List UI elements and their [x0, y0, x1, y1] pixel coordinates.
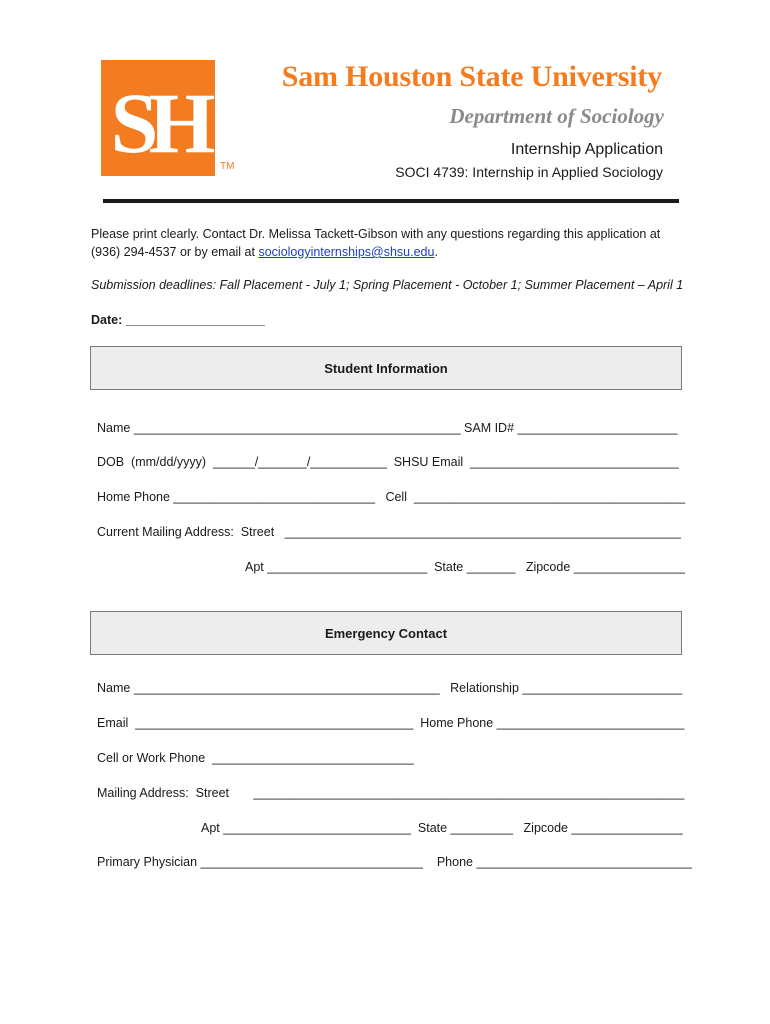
emergency-name-field[interactable]: Name ____________________________________________ Relationship _______________________ — [97, 681, 683, 695]
form-title: Internship Application — [510, 141, 663, 158]
date-field[interactable]: Date: ____________________ — [91, 313, 265, 327]
submission-deadlines: Submission deadlines: Fall Placement - July 1; Spring Placement - October 1; Summer Placement – April 1 — [91, 278, 684, 292]
university-name: Sam Houston State University — [281, 60, 662, 93]
department-name: Department of Sociology — [449, 104, 664, 128]
student-phone-field[interactable]: Home Phone _____________________________ Cell _______________________________________ — [97, 490, 686, 504]
contact-email-link[interactable]: sociologyinternships@shsu.edu — [258, 245, 435, 259]
section-title: Emergency Contact — [324, 625, 448, 641]
instructions-paragraph — [91, 225, 681, 261]
emergency-street-field[interactable]: Mailing Address: Street ______________________________________________________________ — [97, 786, 685, 800]
student-street-field[interactable]: Current Mailing Address: Street _________________________________________________________ — [97, 525, 681, 539]
course-title: SOCI 4739: Internship in Applied Sociology — [395, 164, 663, 180]
emergency-physician-field[interactable]: Primary Physician ________________________________ Phone _______________________________ — [97, 855, 692, 869]
emergency-contact-header — [90, 611, 682, 655]
student-apt-field[interactable]: Apt _______________________ State _______ Zipcode ________________ — [245, 560, 685, 574]
trademark-mark: TM — [220, 161, 235, 172]
student-information-header — [90, 346, 682, 390]
instructions-text-end: . — [434, 245, 438, 259]
svg-text:SH: SH — [110, 75, 206, 171]
student-dob-field[interactable]: DOB (mm/dd/yyyy) ______/_______/___________ SHSU Email ______________________________ — [97, 455, 679, 469]
emergency-email-field[interactable]: Email ________________________________________ Home Phone ___________________________ — [97, 716, 685, 730]
student-name-field[interactable]: Name _______________________________________________ SAM ID# _______________________ — [97, 421, 678, 435]
emergency-apt-field[interactable]: Apt ___________________________ State _________ Zipcode ________________ — [201, 821, 683, 835]
sh-logo-icon — [101, 60, 215, 176]
section-title: Student Information — [324, 360, 448, 376]
instructions-text: Please print clearly. Contact Dr. Melissa Tackett-Gibson with any questions regarding this application at (936) 294-4537 or by email at — [91, 227, 661, 259]
emergency-cell-field[interactable]: Cell or Work Phone _____________________________ — [97, 751, 414, 765]
university-logo — [101, 60, 215, 176]
header-divider — [103, 199, 679, 203]
